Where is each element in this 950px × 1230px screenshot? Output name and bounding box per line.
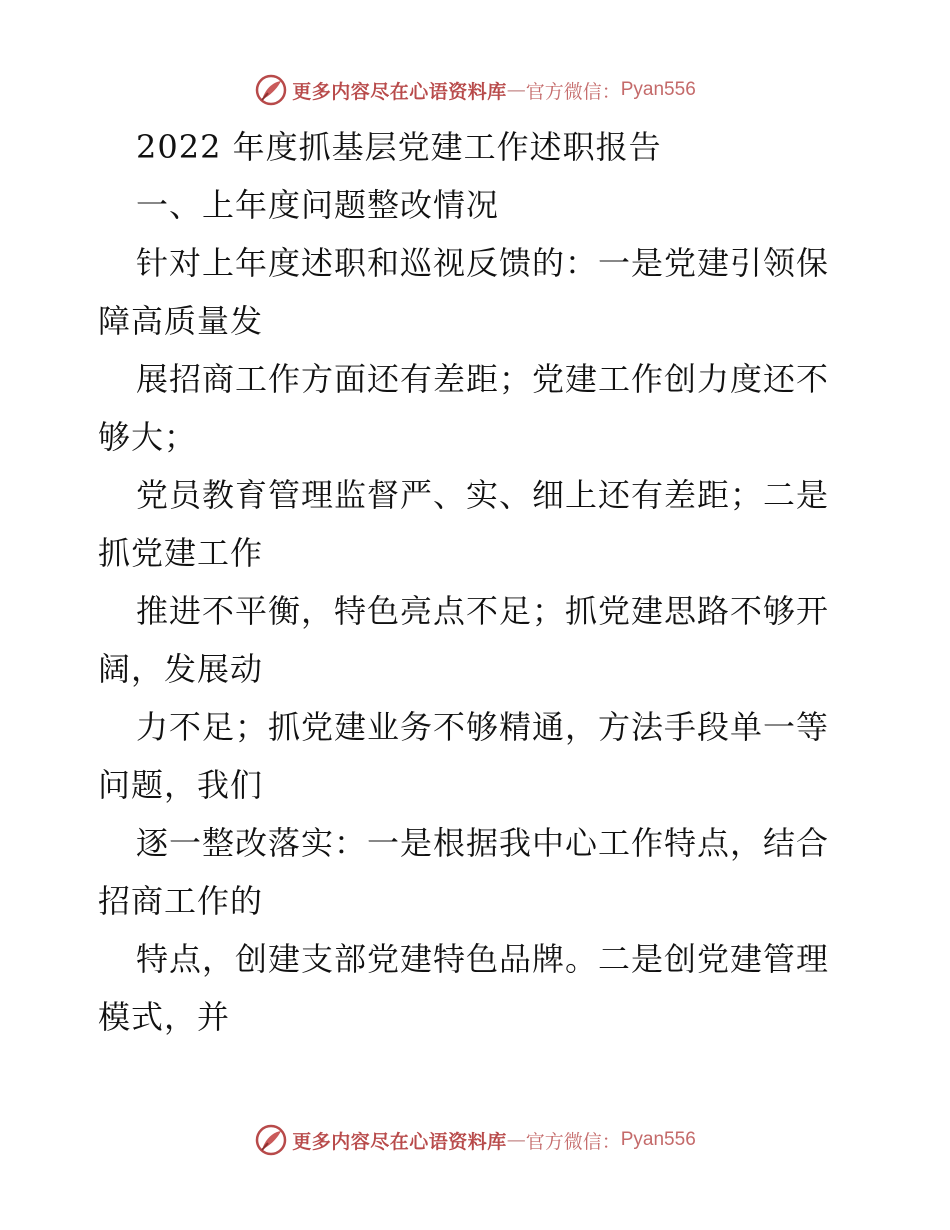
section-heading: 一、上年度问题整改情况 <box>136 186 500 224</box>
paragraph-line: 逐一整改落实：一是根据我中心工作特点，结合 <box>136 824 830 862</box>
watermark-label: 官方微信： <box>525 1130 621 1153</box>
document-body <box>98 118 858 1046</box>
paragraph-line: 力不足；抓党建业务不够精通，方法手段单一等 <box>136 708 830 746</box>
paragraph-line: 推进不平衡，特色亮点不足；抓党建思路不够开 <box>136 592 830 630</box>
paragraph-line: 招商工作的 <box>98 882 264 920</box>
paragraph-line: 展招商工作方面还有差距；党建工作创力度还不 <box>136 360 830 398</box>
watermark-label: 官方微信： <box>525 80 621 103</box>
document-title: 2022 年度抓基层党建工作述职报告 <box>136 128 662 166</box>
paragraph-line: 障高质量发 <box>98 302 264 340</box>
watermark-separator: — <box>506 79 526 101</box>
watermark-brand: 更多内容尽在心语资料库 <box>292 80 507 103</box>
paragraph-line: 问题，我们 <box>98 766 264 804</box>
header-watermark <box>0 70 950 110</box>
paragraph-line: 够大； <box>98 418 198 456</box>
footer-watermark <box>0 1120 950 1160</box>
paragraph-line: 模式，并 <box>98 998 231 1036</box>
paragraph-line: 针对上年度述职和巡视反馈的：一是党建引领保 <box>136 244 830 282</box>
paragraph-line: 抓党建工作 <box>98 534 264 572</box>
watermark-brand: 更多内容尽在心语资料库 <box>292 1130 507 1153</box>
watermark-separator: — <box>506 1129 526 1151</box>
watermark-wechat-id: Pyan556 <box>620 79 696 100</box>
leaf-pen-logo-icon <box>254 73 288 107</box>
watermark-wechat-id: Pyan556 <box>620 1129 696 1150</box>
paragraph-line: 党员教育管理监督严、实、细上还有差距；二是 <box>136 476 830 514</box>
leaf-pen-logo-icon <box>254 1123 288 1157</box>
paragraph-line: 特点，创建支部党建特色品牌。二是创党建管理 <box>136 940 830 978</box>
paragraph-line: 阔，发展动 <box>98 650 264 688</box>
